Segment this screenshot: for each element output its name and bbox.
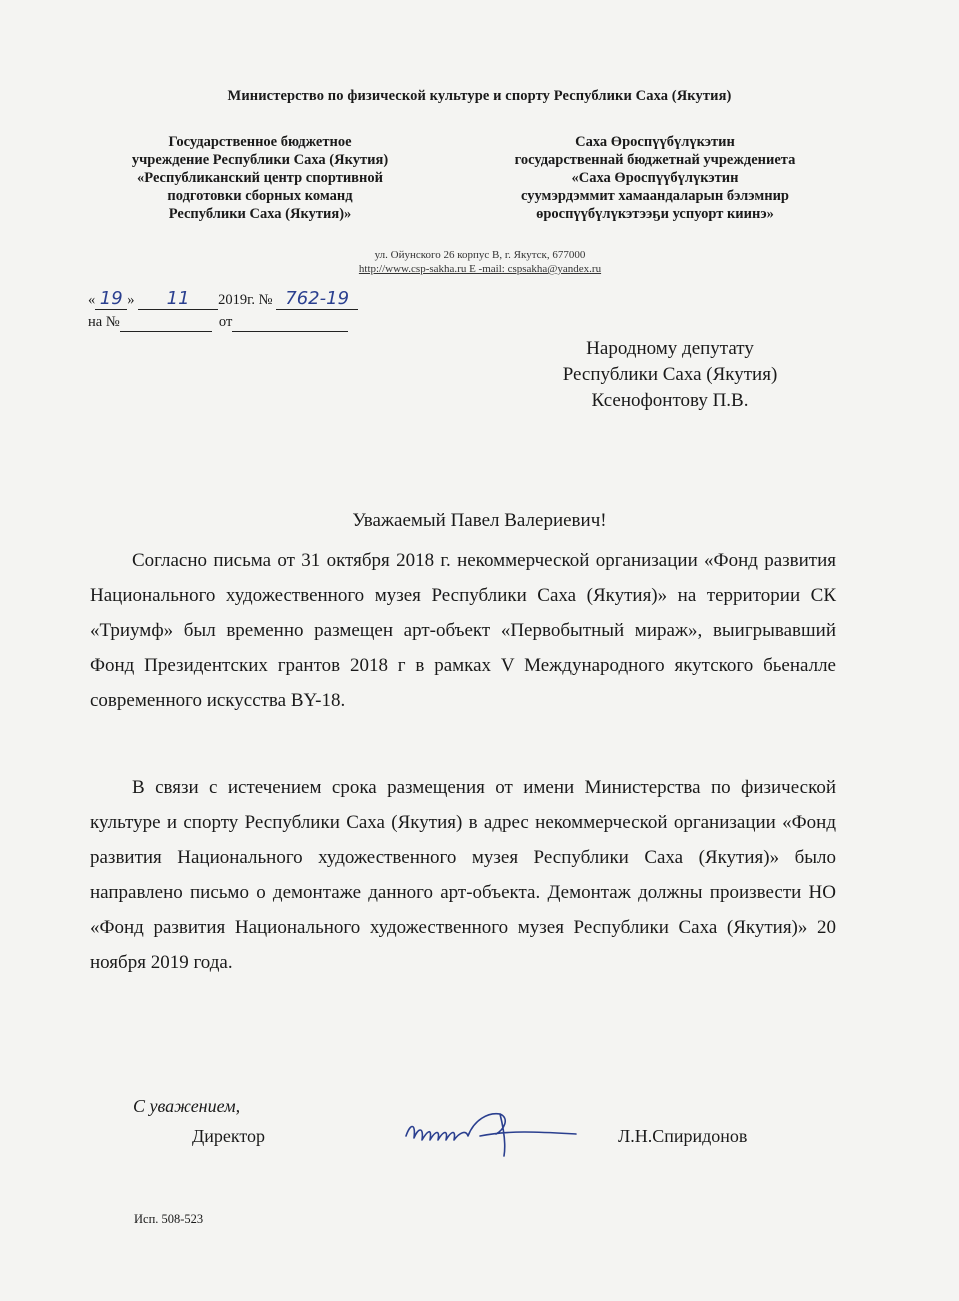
body-paragraph-2: [90, 770, 836, 980]
reply-date-field: [232, 313, 348, 332]
paragraph-text: Согласно письма от 31 октября 2018 г. некоммерческой организации «Фонд развития Национального художественного музея Республики Саха (Якутия)» на территории СК «Триумф» был временно размещен арт-объект «Первобытный мираж», выигрывавший Фонд Президентских грантов 2018 г в рамках V Международного якутского бьеналле современного искусства BY-18.: [90, 550, 836, 711]
executor-note: Исп. 508-523: [134, 1212, 204, 1226]
signer-position: Директор: [192, 1126, 266, 1146]
org-right-line: Саха Өроспүүбүлүкэтин: [575, 134, 735, 150]
reply-reference: [88, 313, 348, 332]
org-right-line: государственнай бюджетнай учреждениета: [514, 152, 796, 168]
reply-number-field: [120, 313, 212, 332]
org-left-line: Республики Саха (Якутия)»: [168, 206, 352, 222]
handwritten-signature: [400, 1100, 580, 1160]
from-label: от: [218, 314, 233, 330]
number-handwritten: 762-19: [285, 288, 350, 309]
org-contacts: [250, 248, 710, 276]
signer-name: Л.Н.Спиридонов: [618, 1126, 748, 1146]
addressee-line: Республики Саха (Якутия): [562, 364, 778, 385]
org-right-line: суумэрдэммит хамаандаларын бэлэмнир: [520, 188, 790, 204]
quote-close: »: [127, 292, 135, 308]
addressee-line: Ксенофонтову П.В.: [591, 390, 749, 411]
org-name-russian: [80, 133, 440, 223]
org-left-line: учреждение Республики Саха (Якутия): [131, 152, 389, 168]
ministry-title: Министерство по физической культуре и спорту Республики Саха (Якутия): [227, 88, 732, 104]
org-web-email: http://www.csp-sakha.ru E -mail: cspsakha@yandex.ru: [358, 263, 602, 275]
org-name-yakut: [470, 133, 840, 223]
reply-to-label: на №: [88, 314, 120, 330]
org-left-line: «Республиканский центр спортивной: [137, 170, 383, 186]
greeting: Уважаемый Павел Валериевич!: [352, 510, 607, 531]
body-paragraph-1: [90, 543, 836, 718]
month-handwritten: 11: [166, 288, 190, 309]
year-number-label: 2019г. №: [218, 292, 273, 308]
paragraph-text: В связи с истечением срока размещения от имени Министерства по физической культуре и спорту Республики Саха (Якутия) в адрес некоммерческой организации «Фонд развития Национального художественного музея Республики Саха (Якутия)» было направлено письмо о демонтаже данного арт-объекта. Демонтаж должны произвести НО «Фонд развития Национального художественного музея Республики Саха (Якутия)» 20 ноября 2019 года.: [90, 777, 836, 973]
org-left-line: подготовки сборных команд: [167, 188, 353, 204]
day-handwritten: 19: [99, 288, 123, 309]
outgoing-reference: [88, 290, 358, 310]
addressee-line: Народному депутату: [586, 338, 754, 359]
addressee-block: [470, 336, 870, 414]
org-right-line: өроспүүбүлүкэтээҕи успуорт киинэ»: [536, 206, 774, 222]
quote-open: «: [88, 292, 96, 308]
number-field: [276, 290, 358, 310]
org-left-line: Государственное бюджетное: [168, 134, 352, 150]
day-field: [95, 290, 127, 310]
org-right-line: «Саха Өроспүүбүлүкэтин: [571, 170, 739, 186]
month-field: [138, 290, 218, 310]
closing-regards: С уважением,: [133, 1096, 241, 1116]
org-address: ул. Ойунского 26 корпус В, г. Якутск, 677000: [374, 249, 586, 261]
